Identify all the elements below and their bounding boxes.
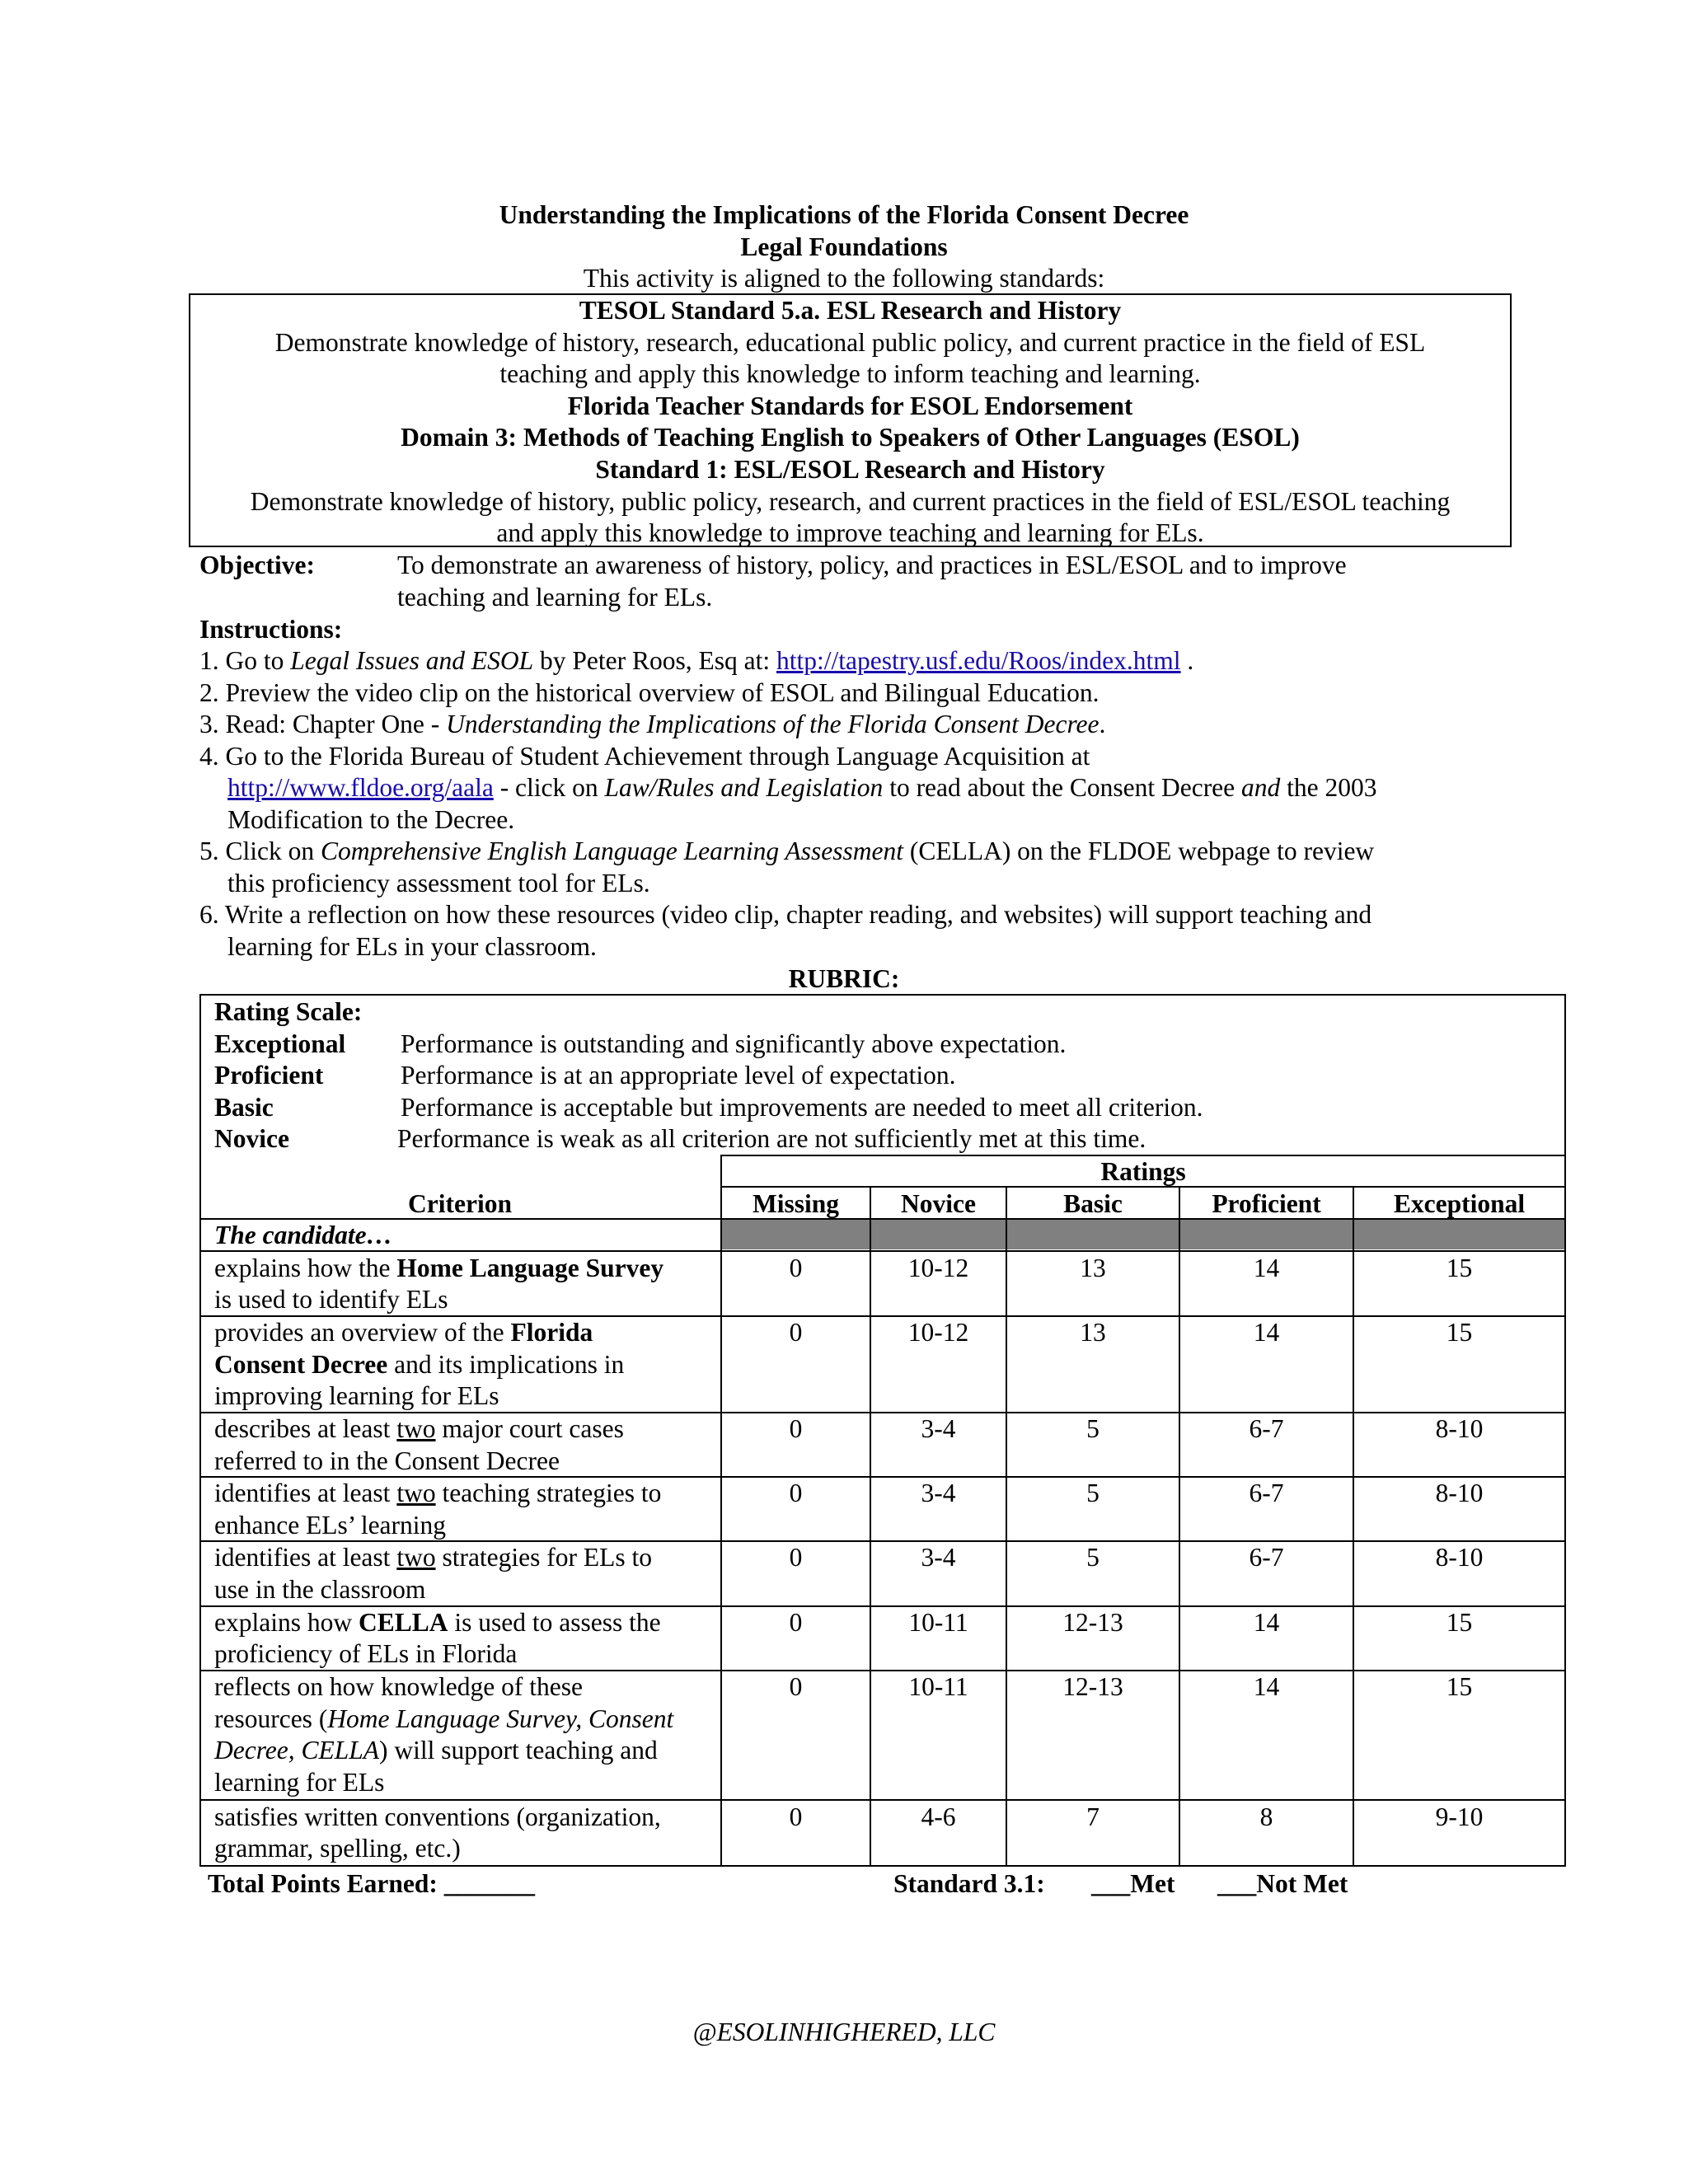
- instruction-1-suffix: .: [1180, 646, 1194, 675]
- instruction-1-title: Legal Issues and ESOL: [290, 646, 534, 675]
- instruction-4-line-2: [227, 772, 1377, 804]
- row-6-text-2: is used to assess the: [448, 1608, 661, 1637]
- standard-1-desc-1: Demonstrate knowledge of history, public policy, research, and current practices in the field of ESL/ESOL teaching: [250, 486, 1451, 516]
- row-5-criterion-line-1: [214, 1542, 652, 1574]
- rule-proficient-right: [1353, 1186, 1354, 1867]
- candidate-row-shading: [720, 1218, 1566, 1249]
- instruction-3-title: Understanding the Implications of the Florida Consent Decree: [446, 710, 1100, 738]
- instruction-4-law-rules: Law/Rules and Legislation: [604, 773, 884, 802]
- row-2-text-2: and its implications in: [387, 1350, 625, 1379]
- domain-heading: Domain 3: Methods of Teaching English to Speakers of Other Languages (ESOL): [401, 423, 1300, 452]
- row-3-novice: 3-4: [921, 1414, 956, 1443]
- instruction-2: 2. Preview the video clip on the historical overview of ESOL and Bilingual Education.: [199, 678, 1100, 707]
- scale-term: Basic: [214, 1093, 274, 1122]
- row-8-novice: 4-6: [921, 1802, 956, 1831]
- row-1-missing: 0: [789, 1254, 803, 1282]
- row-5-criterion-line-2: use in the classroom: [214, 1575, 426, 1604]
- row-4-underlined: two: [396, 1479, 436, 1507]
- scale-term: Proficient: [214, 1061, 324, 1090]
- row-1-criterion-line-2: is used to identify ELs: [214, 1285, 448, 1314]
- row-2-missing: 0: [789, 1318, 803, 1347]
- row-7-criterion-line-2: [214, 1704, 673, 1736]
- row-7-text: resources (: [214, 1704, 328, 1733]
- instruction-3-suffix: .: [1099, 710, 1106, 738]
- row-6-criterion-line-2: proficiency of ELs in Florida: [214, 1639, 518, 1668]
- instruction-4-line-3: Modification to the Decree.: [227, 805, 515, 834]
- instructions-label: Instructions:: [199, 615, 343, 644]
- scale-desc: Performance is at an appropriate level of expectation.: [401, 1061, 956, 1090]
- instruction-5-title: Comprehensive English Language Learning Assessment: [321, 837, 903, 865]
- met-option: ___Met: [1091, 1869, 1175, 1898]
- alignment-note: This activity is aligned to the following standards:: [583, 264, 1105, 293]
- instruction-1-mid: by Peter Roos, Esq at:: [533, 646, 776, 675]
- instruction-1: [199, 645, 1193, 677]
- rule-top: [199, 994, 1566, 996]
- instruction-3-prefix: 3. Read: Chapter One -: [199, 710, 447, 738]
- row-2-bold-2: Consent Decree: [214, 1350, 388, 1379]
- instruction-4-and: and: [1241, 773, 1281, 802]
- row-3-underlined: two: [396, 1414, 436, 1443]
- row-7-exceptional: 15: [1446, 1672, 1473, 1701]
- instruction-5-line-1: [199, 836, 1374, 868]
- row-4-criterion-line-1: [214, 1478, 661, 1510]
- row-4-basic: 5: [1086, 1479, 1100, 1507]
- instruction-5-suffix: (CELLA) on the FLDOE webpage to review: [903, 837, 1375, 865]
- row-3-text: describes at least: [214, 1414, 397, 1443]
- florida-standards-heading: Florida Teacher Standards for ESOL Endorsement: [567, 391, 1133, 420]
- objective-text-1: To demonstrate an awareness of history, policy, and practices in ESL/ESOL and to improve: [397, 551, 1347, 579]
- copyright-footer: @ESOLINHIGHERED, LLC: [692, 2018, 996, 2046]
- row-8-missing: 0: [789, 1802, 803, 1831]
- row-3-missing: 0: [789, 1414, 803, 1443]
- row-5-missing: 0: [789, 1543, 803, 1572]
- candidate-label: The candidate…: [214, 1221, 393, 1249]
- row-3-criterion-line-2: referred to in the Consent Decree: [214, 1446, 560, 1475]
- rule-novice-right: [1006, 1186, 1007, 1867]
- standards-box: [189, 293, 1512, 547]
- instruction-4-mid: - click on: [493, 773, 605, 802]
- criterion-header: Criterion: [408, 1189, 512, 1218]
- row-4-novice: 3-4: [921, 1479, 956, 1507]
- row-2-novice: 10-12: [907, 1318, 969, 1347]
- instruction-4-line-1: 4. Go to the Florida Bureau of Student Achievement through Language Acquisition at: [199, 742, 1090, 771]
- standard-1-desc-2: and apply this knowledge to improve teaching and learning for ELs.: [496, 518, 1204, 548]
- rating-scale-label: Rating Scale:: [214, 997, 363, 1026]
- row-8-basic: 7: [1086, 1802, 1100, 1831]
- instruction-5-prefix: 5. Click on: [199, 837, 321, 865]
- row-5-text: identifies at least: [214, 1543, 397, 1572]
- scale-proficient: [214, 1060, 955, 1092]
- row-2-bold: Florida: [510, 1318, 593, 1347]
- row-2-basic: 13: [1080, 1318, 1106, 1347]
- row-8-exceptional: 9-10: [1435, 1802, 1484, 1831]
- rule-row-7: [199, 1799, 1566, 1801]
- row-1-basic: 13: [1080, 1254, 1106, 1282]
- instruction-6-line-2: learning for ELs in your classroom.: [227, 932, 597, 961]
- scale-exceptional: [214, 1029, 1066, 1061]
- standard-1-heading: Standard 1: ESL/ESOL Research and History: [595, 454, 1105, 484]
- row-3-proficient: 6-7: [1249, 1414, 1284, 1443]
- scale-desc: Performance is acceptable but improvements are needed to meet all criterion.: [401, 1093, 1203, 1122]
- row-7-italic: Home Language Survey, Consent: [327, 1704, 674, 1733]
- instruction-3: [199, 709, 1105, 741]
- row-4-missing: 0: [789, 1479, 803, 1507]
- total-points-earned: Total Points Earned: _______: [208, 1869, 535, 1898]
- rubric-table: [199, 994, 1566, 1867]
- rule-row-8: [199, 1865, 1566, 1867]
- row-3-basic: 5: [1086, 1414, 1100, 1443]
- instruction-4-mid2: to read about the Consent Decree: [883, 773, 1242, 802]
- rule-missing-right: [870, 1186, 871, 1867]
- row-6-criterion-line-1: [214, 1607, 661, 1639]
- row-2-criterion-line-2: [214, 1349, 624, 1381]
- row-7-italic-2: Decree, CELLA: [214, 1736, 380, 1765]
- row-4-proficient: 6-7: [1249, 1479, 1284, 1507]
- col-header-exceptional: Exceptional: [1393, 1189, 1526, 1218]
- row-2-criterion-line-1: [214, 1317, 593, 1349]
- row-2-text: provides an overview of the: [214, 1318, 511, 1347]
- row-1-novice: 10-12: [907, 1254, 969, 1282]
- instruction-1-prefix: 1. Go to: [199, 646, 291, 675]
- row-1-bold: Home Language Survey: [396, 1254, 664, 1282]
- standard-label: Standard 3.1:: [893, 1869, 1045, 1898]
- row-5-basic: 5: [1086, 1543, 1100, 1572]
- col-header-missing: Missing: [752, 1189, 840, 1218]
- row-7-criterion-line-4: learning for ELs: [214, 1768, 385, 1797]
- row-2-proficient: 14: [1253, 1318, 1280, 1347]
- row-7-novice: 10-11: [908, 1672, 968, 1701]
- row-6-bold: CELLA: [358, 1608, 448, 1637]
- row-4-criterion-line-2: enhance ELs’ learning: [214, 1511, 447, 1540]
- row-3-text-2: major court cases: [435, 1414, 624, 1443]
- row-5-text-2: strategies for ELs to: [435, 1543, 652, 1572]
- row-6-proficient: 14: [1253, 1608, 1280, 1637]
- document-title: Understanding the Implications of the Florida Consent Decree: [499, 200, 1189, 229]
- rule-candidate-bottom: [199, 1250, 1566, 1252]
- row-7-text-2: ) will support teaching and: [379, 1736, 658, 1765]
- row-1-exceptional: 15: [1446, 1254, 1473, 1282]
- row-7-proficient: 14: [1253, 1672, 1280, 1701]
- row-6-missing: 0: [789, 1608, 803, 1637]
- row-8-proficient: 8: [1259, 1802, 1273, 1831]
- row-1-criterion-line-1: [214, 1253, 663, 1285]
- scale-term: Exceptional: [214, 1029, 346, 1058]
- scale-desc: Performance is weak as all criterion are not sufficiently met at this time.: [397, 1124, 1146, 1153]
- row-2-exceptional: 15: [1446, 1318, 1473, 1347]
- scale-basic: [214, 1092, 1203, 1124]
- row-4-text: identifies at least: [214, 1479, 397, 1507]
- row-1-text: explains how the: [214, 1254, 397, 1282]
- row-4-exceptional: 8-10: [1435, 1479, 1484, 1507]
- scale-novice: [214, 1123, 1146, 1155]
- row-5-proficient: 6-7: [1249, 1543, 1284, 1572]
- scale-term: Novice: [214, 1124, 289, 1153]
- row-7-criterion-line-1: reflects on how knowledge of these: [214, 1672, 583, 1701]
- row-7-criterion-line-3: [214, 1735, 658, 1767]
- tesol-standard-heading: TESOL Standard 5.a. ESL Research and History: [579, 296, 1122, 325]
- row-7-missing: 0: [789, 1672, 803, 1701]
- row-5-exceptional: 8-10: [1435, 1543, 1484, 1572]
- scale-desc: Performance is outstanding and significantly above expectation.: [401, 1029, 1067, 1058]
- rule-basic-right: [1179, 1186, 1180, 1867]
- row-6-novice: 10-11: [908, 1608, 968, 1637]
- col-header-basic: Basic: [1063, 1189, 1123, 1218]
- row-6-text: explains how: [214, 1608, 359, 1637]
- col-header-proficient: Proficient: [1212, 1189, 1321, 1218]
- col-header-novice: Novice: [901, 1189, 976, 1218]
- row-6-basic: 12-13: [1062, 1608, 1123, 1637]
- row-7-basic: 12-13: [1062, 1672, 1123, 1701]
- instruction-5-line-2: this proficiency assessment tool for ELs.: [227, 869, 650, 898]
- tapestry-link[interactable]: http://tapestry.usf.edu/Roos/index.html: [776, 646, 1181, 675]
- objective-text-2: teaching and learning for ELs.: [397, 583, 713, 612]
- ratings-header: Ratings: [1100, 1157, 1186, 1186]
- row-5-underlined: two: [396, 1543, 436, 1572]
- rule-left: [199, 994, 201, 1867]
- row-8-criterion-line-1: satisfies written conventions (organization,: [214, 1802, 661, 1831]
- row-2-criterion-line-3: improving learning for ELs: [214, 1381, 499, 1410]
- row-1-proficient: 14: [1253, 1254, 1280, 1282]
- row-3-exceptional: 8-10: [1435, 1414, 1484, 1443]
- rubric-heading: RUBRIC:: [788, 964, 900, 993]
- row-6-exceptional: 15: [1446, 1608, 1473, 1637]
- row-4-text-2: teaching strategies to: [435, 1479, 662, 1507]
- fldoe-link[interactable]: http://www.fldoe.org/aala: [227, 773, 494, 802]
- not-met-option: ___Not Met: [1217, 1869, 1348, 1898]
- instruction-4-suffix: the 2003: [1280, 773, 1377, 802]
- instruction-6-line-1: 6. Write a reflection on how these resources (video clip, chapter reading, and websites) will support teaching and: [199, 900, 1372, 929]
- row-5-novice: 3-4: [921, 1543, 956, 1572]
- tesol-standard-desc-1: Demonstrate knowledge of history, research, educational public policy, and current practice in the field of ESL: [274, 327, 1426, 357]
- row-8-criterion-line-2: grammar, spelling, etc.): [214, 1834, 461, 1863]
- document-subtitle: Legal Foundations: [740, 232, 948, 261]
- objective-label: Objective:: [199, 551, 315, 579]
- row-3-criterion-line-1: [214, 1413, 624, 1446]
- tesol-standard-desc-2: teaching and apply this knowledge to inform teaching and learning.: [499, 359, 1201, 389]
